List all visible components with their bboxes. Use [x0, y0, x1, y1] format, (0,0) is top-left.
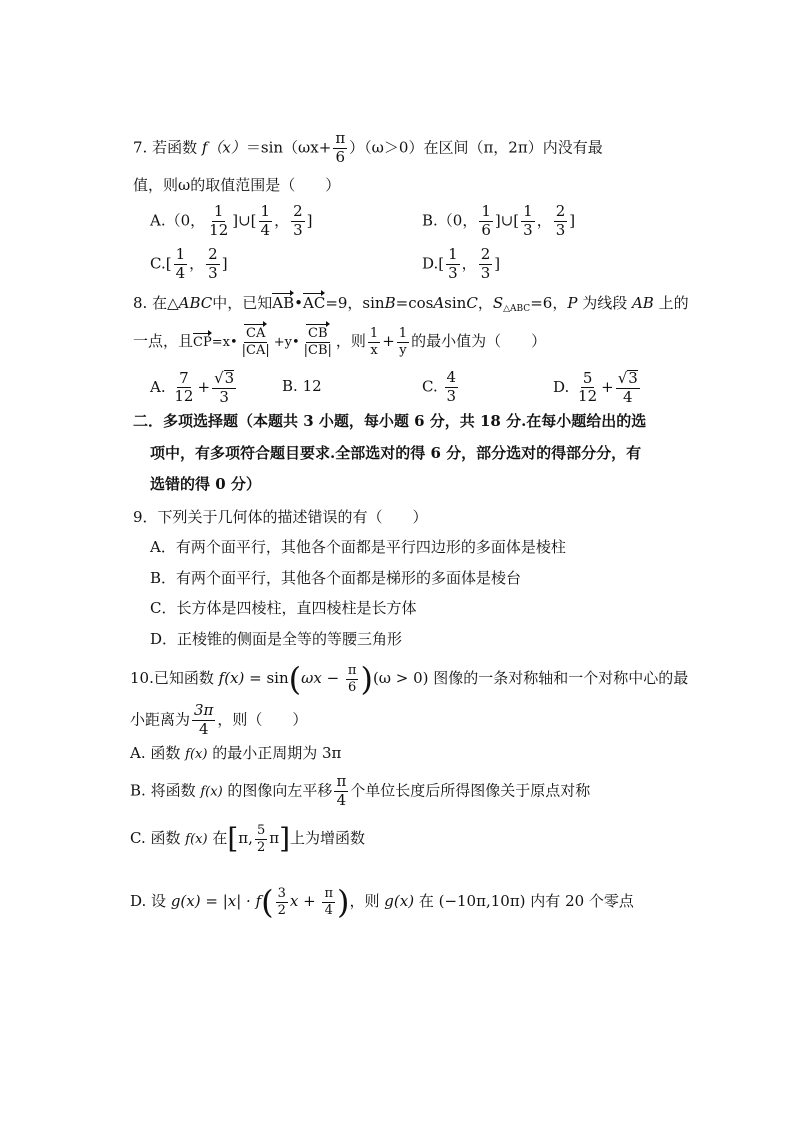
unit-vector-ca: $\frac{CA}{|CA|}$ — [241, 326, 270, 358]
q8-option-c: C. $\frac{4}{3}$ — [422, 368, 457, 405]
q7-option-b: B.（0， $\frac{1}{6}$ ]∪[ $\frac{1}{3}$ ， $\frac{2}{3}$ ] — [422, 202, 576, 239]
q7-line2: 值，则ω的取值范围是（ ） — [133, 176, 341, 194]
q10-line1: 10.已知函数 f(x) = sin(ωx − $\frac{\pi}{6}$ )(ω > 0) 图像的一条对称轴和一个对称中心的最 — [130, 660, 689, 698]
unit-vector-cb: $\frac{CB}{|CB|}$ — [303, 326, 332, 358]
q7-option-d: D.[ $\frac{1}{3}$ ， $\frac{2}{3}$ ] — [422, 245, 501, 282]
q10-option-d: D. 设 g(x) = |x| · f( $\frac{3}{2}$ x + $\frac{\pi}{4}$ )，则 g(x) 在 (−10π,10π) 内有 20 个零点 — [130, 883, 634, 921]
q8-line1: 8. 在△ABC中，已知AB•AC=9，sinB=cosAsinC，$S_{\triangle ABC}=6$，P 为线段 AB 上的 — [133, 294, 689, 314]
q9-option-a: A．有两个面平行，其他各个面都是平行四边形的多面体是棱柱 — [150, 538, 566, 556]
section-2-heading-line2: 项中，有多项符合题目要求.全部选对的得 6 分，部分选对的得部分分，有 — [150, 444, 642, 462]
q9-stem: 9．下列关于几何体的描述错误的有（ ） — [133, 508, 428, 526]
q10-number: 10. — [130, 669, 154, 687]
q8-option-b: B. 12 — [282, 377, 322, 395]
q8-option-a: A. $\frac{7}{12}$ + $\frac{√3}{3}$ — [150, 368, 235, 406]
pi-over-6: $\frac{\pi}{6}$ — [335, 129, 346, 166]
q9-option-c: C．长方体是四棱柱，直四棱柱是长方体 — [150, 599, 417, 617]
q10-option-c: C. 函数 f(x) 在[π, $\frac{5}{2}$ π]上为增函数 — [130, 822, 366, 856]
q9-option-b: B．有两个面平行，其他各个面都是梯形的多面体是棱台 — [150, 569, 522, 587]
q10-line2: 小距离为 $\frac{3\pi}{4}$ ，则（ ） — [130, 701, 308, 738]
q7-number: 7. — [133, 138, 148, 157]
q9-option-d: D．正棱锥的侧面是全等的等腰三角形 — [150, 630, 403, 648]
q7-line1: 7. 若函数 f（x）＝sin（ωx+ $\frac{\pi}{6}$ ）（ω＞0）在区间（π，2π）内没有最 — [133, 129, 603, 166]
q8-line2: 一点，且CP=x• $\frac{CA}{|CA|}$ +y• $\frac{CB}{|CB|}$ ，则 $\frac{1}{x}$ + $\frac{1}{y}$ 的最小值为（ ） — [133, 326, 547, 358]
q8-option-d: D. $\frac{5}{12}$ + $\frac{√3}{4}$ — [553, 368, 638, 406]
vector-cp: CP — [193, 335, 212, 351]
section-2-heading-line3: 选错的得 0 分） — [150, 475, 261, 493]
section-2-heading-line1: 二．多项选择题（本题共 3 小题，每小题 6 分，共 18 分.在每小题给出的选 — [133, 412, 647, 430]
q7-option-c: C.[ $\frac{1}{4}$ ， $\frac{2}{3}$ ] — [150, 245, 228, 282]
q7-option-a: A.（0， $\frac{1}{12}$ ]∪[ $\frac{1}{4}$ ， $\frac{2}{3}$ ] — [150, 202, 313, 239]
q10-option-b: B. 将函数 f(x) 的图像向左平移 $\frac{\pi}{4}$ 个单位长度后所得图像关于原点对称 — [130, 772, 591, 809]
vector-ac: AC — [303, 294, 326, 312]
vector-ab: AB — [272, 294, 295, 312]
q10-option-a: A. 函数 f(x) 的最小正周期为 3π — [130, 744, 342, 762]
q8-number: 8. — [133, 294, 148, 312]
